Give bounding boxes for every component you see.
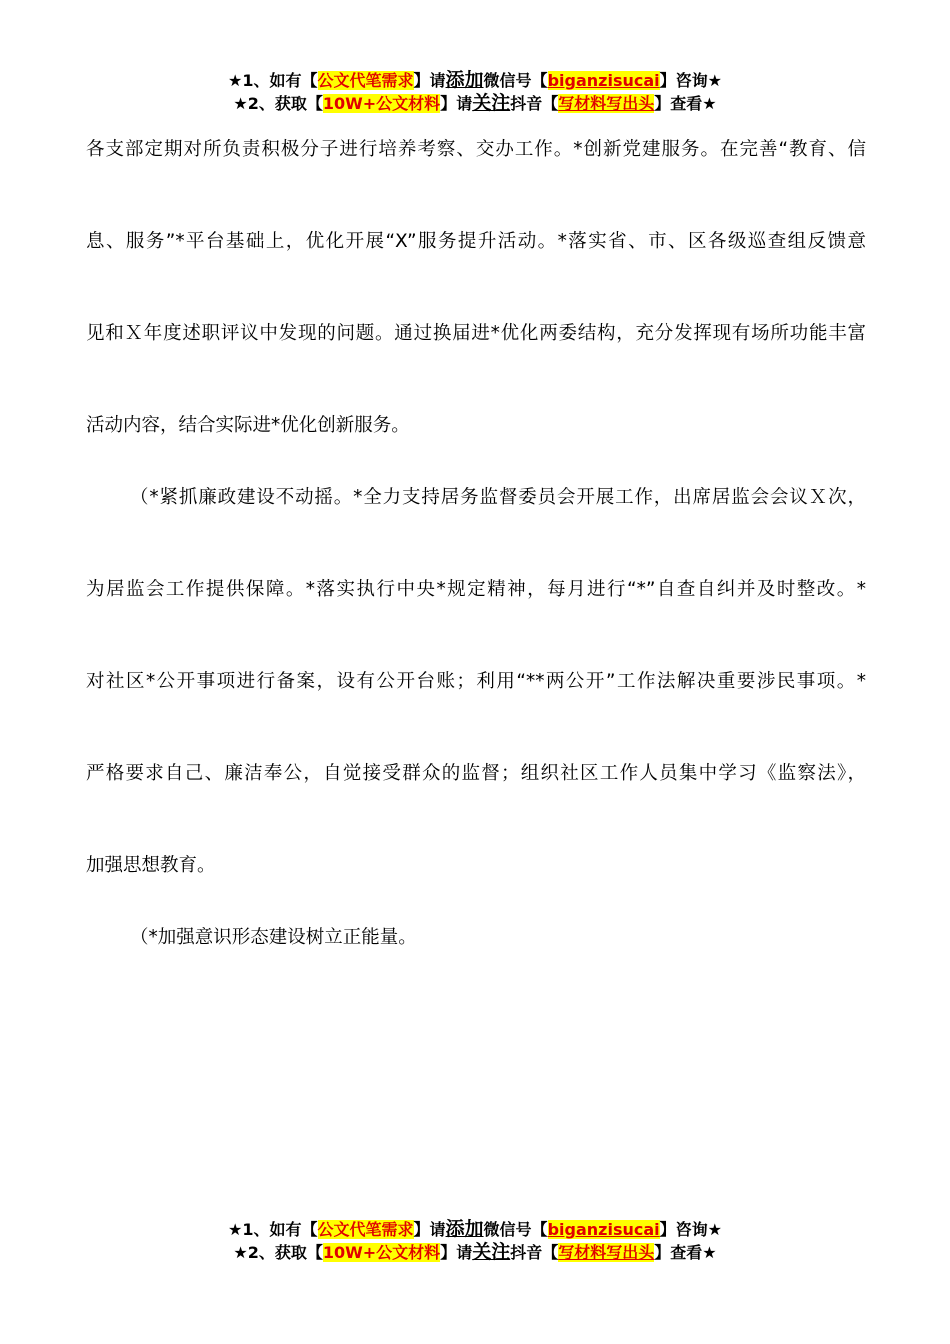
body-line-6: 为居监会工作提供保障。*落实执行中央*规定精神，每月进行“*”自查自纠并及时整改。* — [86, 579, 866, 600]
body-line-3: 见和Ｘ年度述职评议中发现的问题。通过换届进*优化两委结构，充分发挥现有场所功能丰富 — [86, 323, 866, 344]
banner-1-highlight-service: 公文代笔需求 — [317, 71, 414, 90]
footer-1-highlight-service: 公文代笔需求 — [317, 1220, 414, 1239]
banner-2-highlight-materials: 10W+公文材料 — [322, 94, 441, 113]
footer-1-emphasis: 添加 — [445, 1218, 484, 1240]
body-line-10: （*加强意识形态建设树立正能量。 — [130, 927, 417, 948]
footer-banner-line-2 — [0, 1241, 950, 1264]
footer-2-prefix: ★2、获取【 — [233, 1243, 323, 1262]
banner-line-2 — [0, 92, 950, 115]
footer-1-mid2: 微信号【 — [483, 1220, 548, 1239]
footer-1-prefix: ★1、如有【 — [228, 1220, 318, 1239]
body-line-2: 息、服务”*平台基础上，优化开展“X”服务提升活动。*落实省、市、区各级巡查组反馈意 — [86, 231, 866, 252]
banner-2-mid: 】请 — [440, 94, 473, 113]
body-line-7: 对社区*公开事项进行备案，设有公开台账；利用“**两公开”工作法解决重要涉民事项。* — [86, 671, 866, 692]
body-line-8: 严格要求自己、廉洁奉公，自觉接受群众的监督；组织社区工作人员集中学习《监察法》， — [86, 763, 866, 784]
footer-2-suffix: 】查看★ — [654, 1243, 717, 1262]
footer-2-emphasis: 关注 — [472, 1241, 511, 1263]
banner-2-mid2: 抖音【 — [510, 94, 559, 113]
banner-1-mid: 】请 — [413, 71, 446, 90]
body-line-1: 各支部定期对所负责积极分子进行培养考察、交办工作。*创新党建服务。在完善“教育、信 — [86, 139, 866, 160]
banner-2-douyin-account[interactable]: 写材料写出头 — [558, 94, 655, 113]
footer-1-suffix: 】咨询★ — [659, 1220, 722, 1239]
banner-1-wechat-id[interactable]: biganzisucai — [547, 71, 660, 90]
banner-2-prefix: ★2、获取【 — [233, 94, 323, 113]
footer-banner — [0, 1218, 950, 1264]
footer-2-mid2: 抖音【 — [510, 1243, 559, 1262]
footer-2-mid: 】请 — [440, 1243, 473, 1262]
body-line-5: （*紧抓廉政建设不动摇。*全力支持居务监督委员会开展工作，出席居监会会议Ｘ次， — [130, 487, 866, 508]
banner-1-suffix: 】咨询★ — [659, 71, 722, 90]
banner-2-suffix: 】查看★ — [654, 94, 717, 113]
footer-banner-line-1 — [0, 1218, 950, 1241]
header-banner — [0, 69, 950, 115]
footer-2-highlight-materials: 10W+公文材料 — [322, 1243, 441, 1262]
footer-1-wechat-id[interactable]: biganzisucai — [547, 1220, 660, 1239]
banner-2-emphasis: 关注 — [472, 92, 511, 114]
banner-1-mid2: 微信号【 — [483, 71, 548, 90]
footer-2-douyin-account[interactable]: 写材料写出头 — [558, 1243, 655, 1262]
body-line-9: 加强思想教育。 — [86, 855, 216, 876]
footer-1-mid: 】请 — [413, 1220, 446, 1239]
banner-line-1 — [0, 69, 950, 92]
body-line-4: 活动内容，结合实际进*优化创新服务。 — [86, 415, 410, 436]
banner-1-prefix: ★1、如有【 — [228, 71, 318, 90]
banner-1-emphasis: 添加 — [445, 69, 484, 91]
